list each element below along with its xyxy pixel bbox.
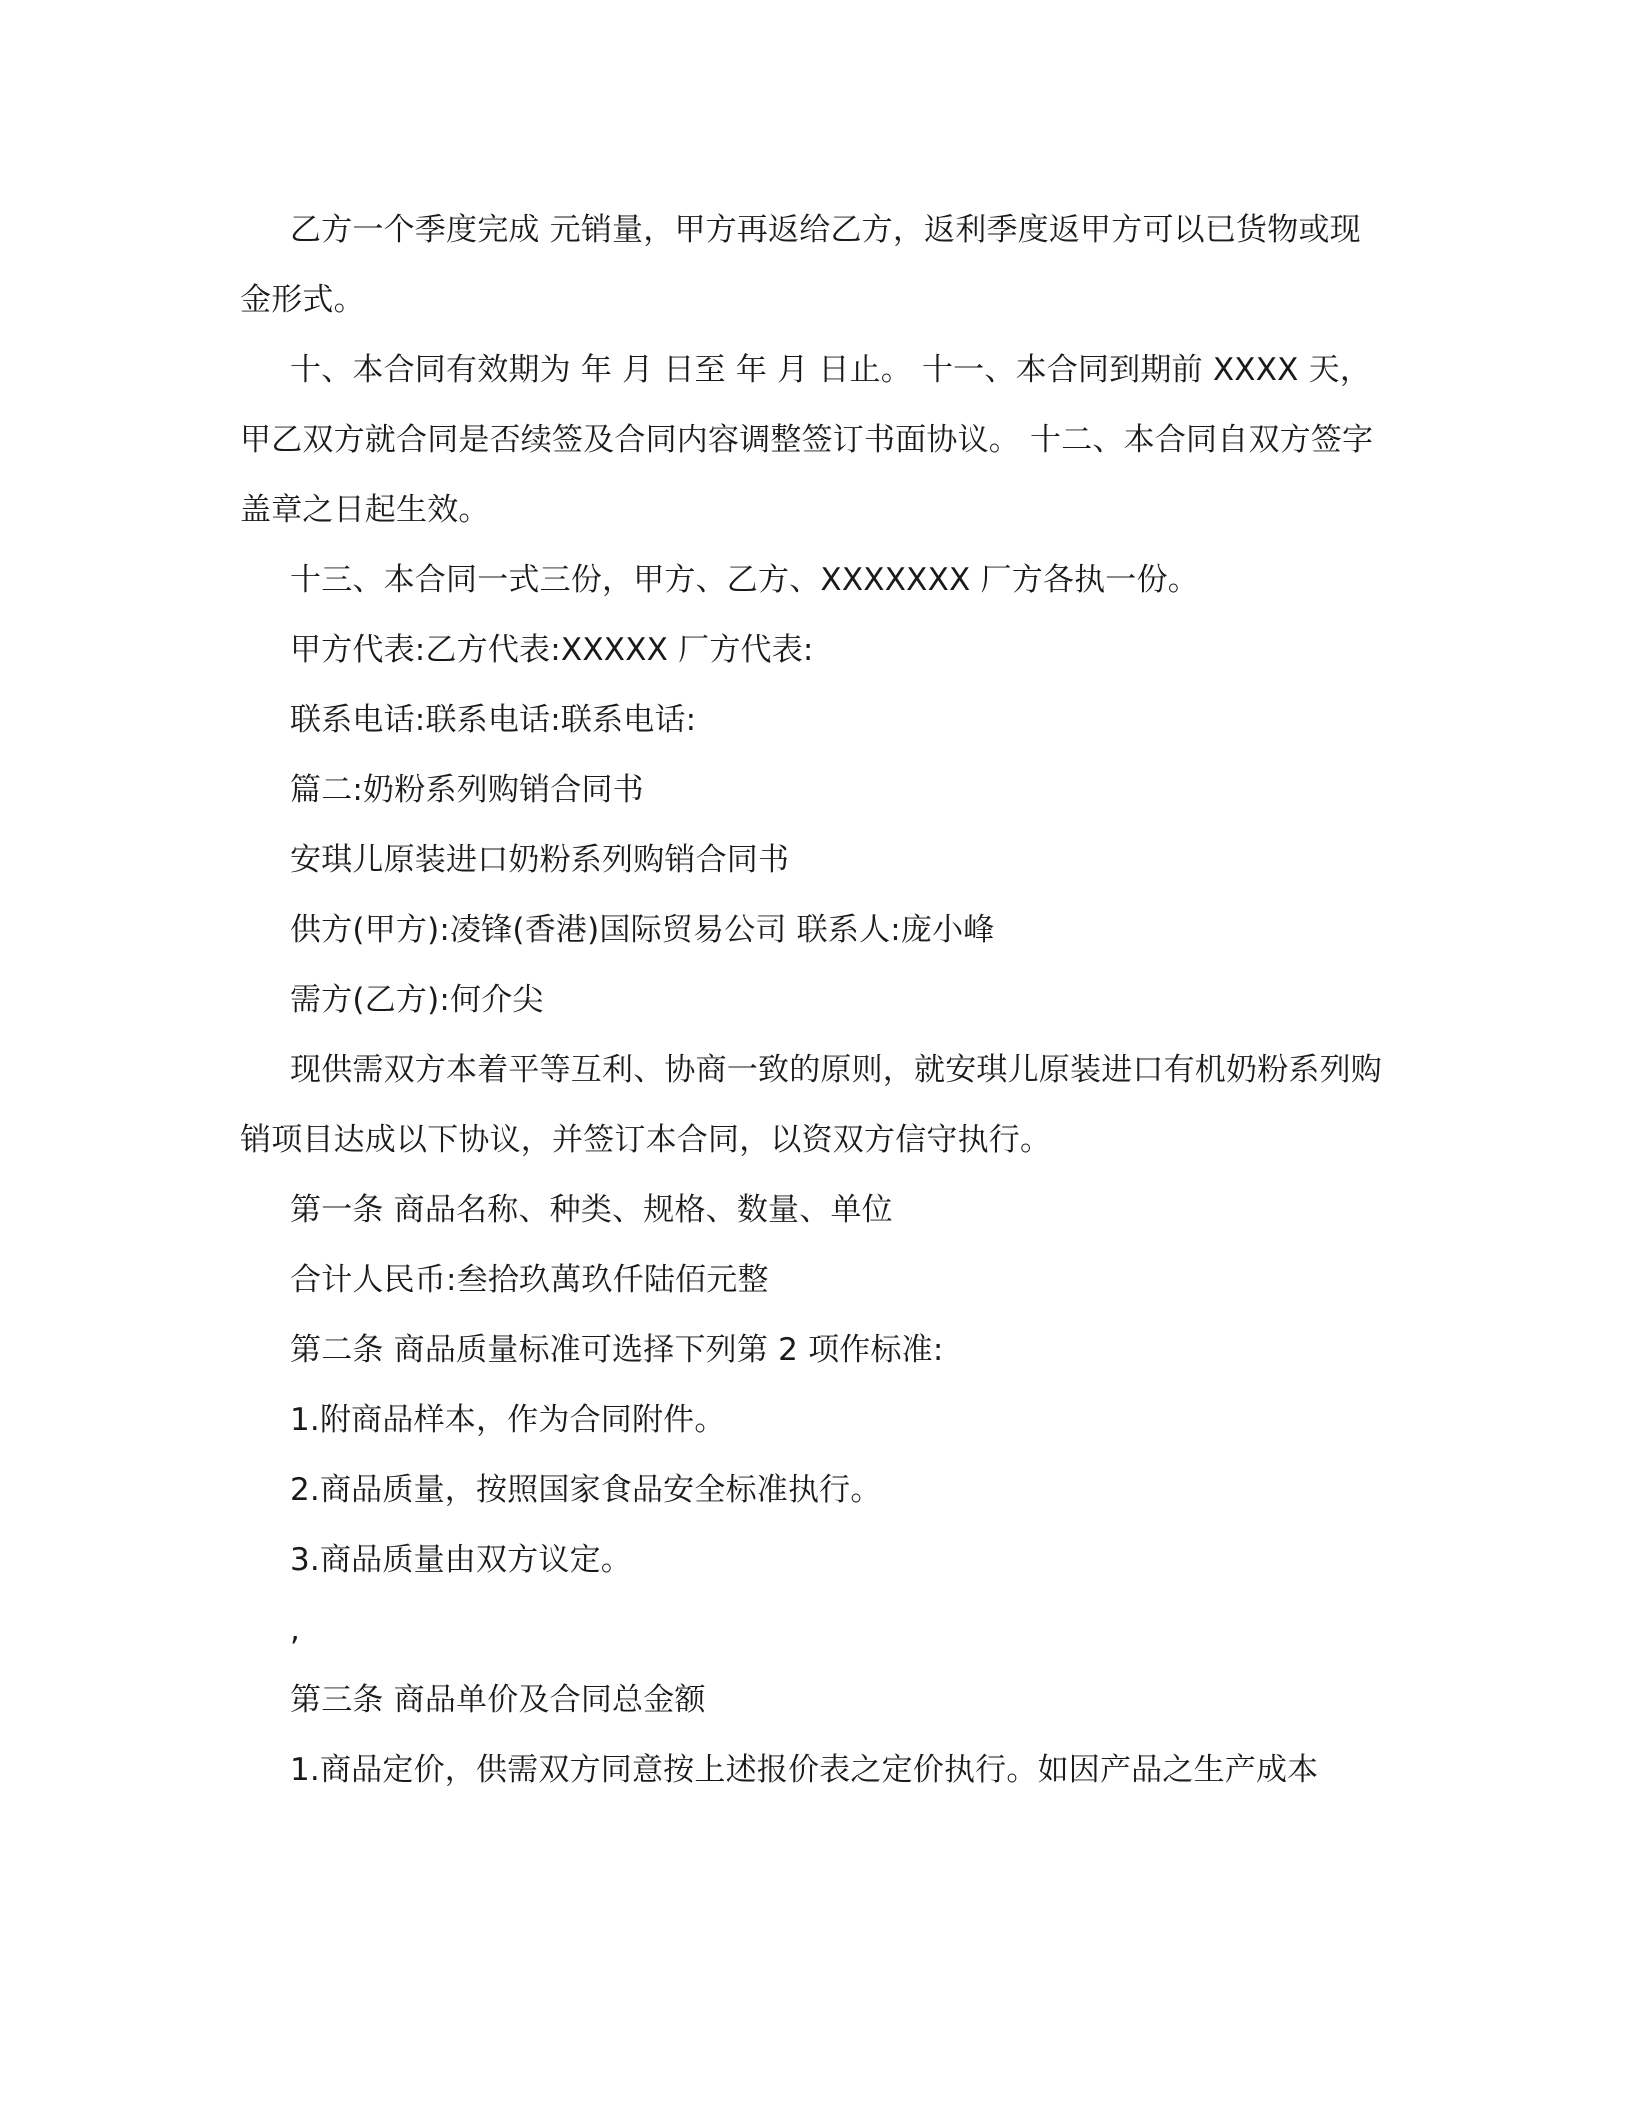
paragraph-phones: 联系电话:联系电话:联系电话: [290,702,697,738]
paragraph-supplier: 供方(甲方):凌锋(香港)国际贸易公司 联系人:庞小峰 [290,912,995,948]
paragraph-copies: 十三、本合同一式三份，甲方、乙方、XXXXXXX 厂方各执一份。 [290,562,1199,598]
list-item-quality-2: 2.商品质量，按照国家食品安全标准执行。 [290,1472,882,1508]
contract-title: 安琪儿原装进口奶粉系列购销合同书 [290,842,790,878]
paragraph-rebate-terms: 乙方一个季度完成 元销量，甲方再返给乙方，返利季度返甲方可以已货物或现金形式。 [240,212,1361,318]
stray-comma: , [290,1612,301,1648]
article-two-heading: 第二条 商品质量标准可选择下列第 2 项作标准: [290,1332,944,1368]
article-three-heading: 第三条 商品单价及合同总金额 [290,1682,706,1718]
paragraph-agreement-intro: 现供需双方本着平等互利、协商一致的原则，就安琪儿原装进口有机奶粉系列购销项目达成以下协议，并签订本合同，以资双方信守执行。 [240,1052,1382,1158]
paragraph-buyer: 需方(乙方):何介尖 [290,982,544,1018]
list-item-pricing-1: 1.商品定价，供需双方同意按上述报价表之定价执行。如因产品之生产成本 [290,1752,1319,1788]
paragraph-validity-period: 十、本合同有效期为 年 月 日至 年 月 日止。 十一、本合同到期前 XXXX 天，甲乙双方就合同是否续签及合同内容调整签订书面协议。 十二、本合同自双方签字盖章之日起生效。 [240,352,1374,528]
paragraph-total-amount: 合计人民币:叁拾玖萬玖仟陆佰元整 [290,1262,769,1298]
section-title-part-two: 篇二:奶粉系列购销合同书 [290,772,644,808]
list-item-quality-1: 1.附商品样本，作为合同附件。 [290,1402,726,1438]
article-one-heading: 第一条 商品名称、种类、规格、数量、单位 [290,1192,893,1228]
document-body [240,195,1390,1805]
list-item-quality-3: 3.商品质量由双方议定。 [290,1542,632,1578]
paragraph-representatives: 甲方代表:乙方代表:XXXXX 厂方代表: [290,632,814,668]
